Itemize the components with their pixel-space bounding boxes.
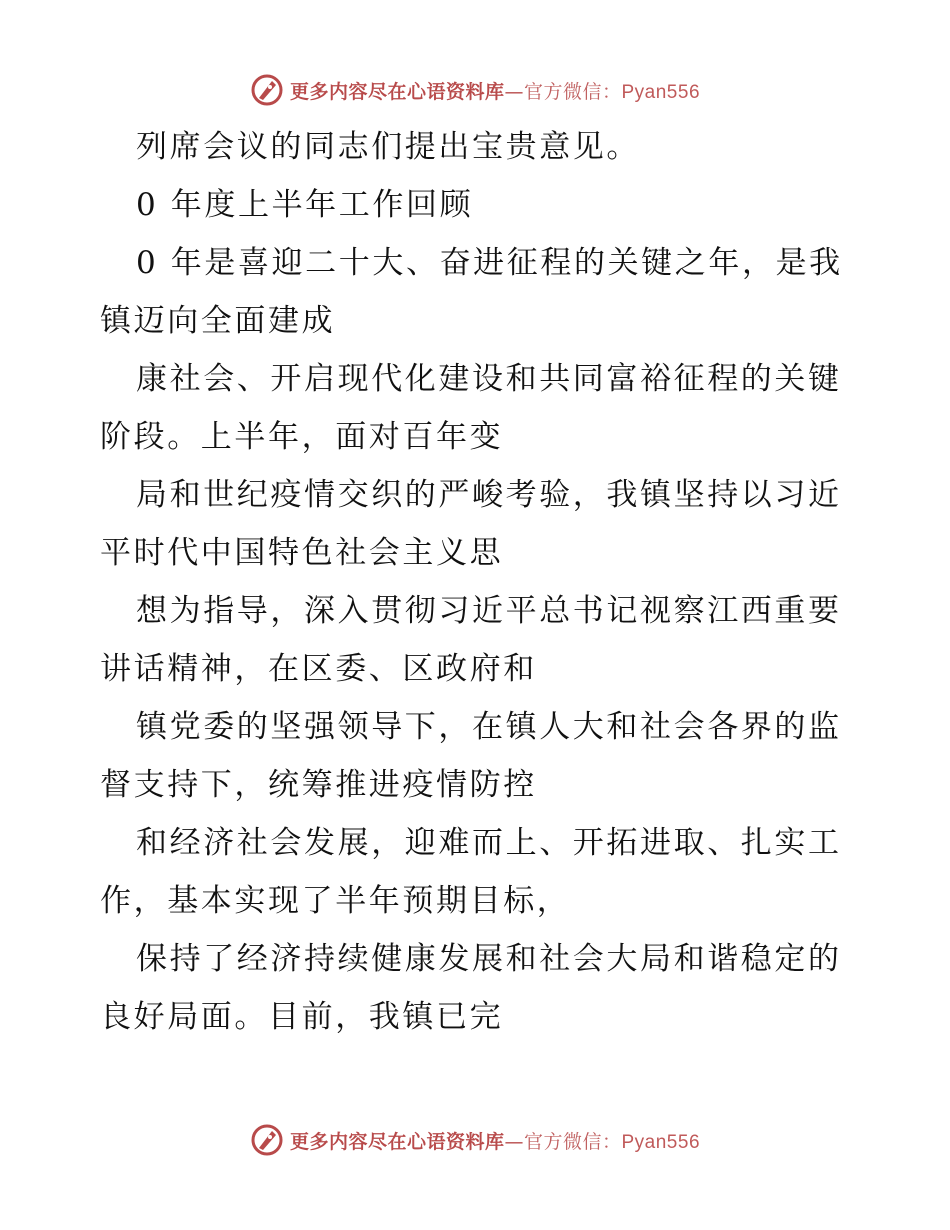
watermark-brand: 更多内容尽在心语资料库 bbox=[289, 80, 505, 103]
watermark-dash: — bbox=[504, 1130, 524, 1153]
text-line: 讲话精神，在区委、区政府和 bbox=[100, 651, 537, 687]
text-line: 0 年是喜迎二十大、奋进征程的关键之年，是我 bbox=[136, 245, 843, 281]
watermark-text bbox=[290, 77, 700, 104]
section-heading: 0 年度上半年工作回顾 bbox=[136, 187, 474, 223]
watermark-handle: Pyan556 bbox=[621, 1131, 701, 1153]
watermark-dash: — bbox=[504, 80, 524, 103]
watermark-label: 官方微信： bbox=[523, 80, 622, 103]
watermark-label: 官方微信： bbox=[523, 1130, 622, 1153]
text-line: 督支持下，统筹推进疫情防控 bbox=[100, 767, 537, 803]
text-line: 和经济社会发展，迎难而上、开拓进取、扎实工 bbox=[136, 825, 842, 861]
text-line: 列席会议的同志们提出宝贵意见。 bbox=[136, 129, 640, 165]
watermark-brand: 更多内容尽在心语资料库 bbox=[289, 1130, 505, 1153]
text-line: 保持了经济持续健康发展和社会大局和谐稳定的 bbox=[136, 941, 842, 977]
pen-nib-circle-icon bbox=[250, 1123, 284, 1157]
text-line: 作，基本实现了半年预期目标， bbox=[100, 883, 571, 919]
footer-watermark bbox=[0, 1122, 950, 1158]
document-body bbox=[100, 118, 860, 1046]
watermark-text bbox=[290, 1127, 700, 1154]
text-line: 康社会、开启现代化建设和共同富裕征程的关键 bbox=[136, 361, 842, 397]
text-line: 镇党委的坚强领导下，在镇人大和社会各界的监 bbox=[136, 709, 842, 745]
text-line: 想为指导，深入贯彻习近平总书记视察江西重要 bbox=[136, 593, 842, 629]
text-line: 局和世纪疫情交织的严峻考验，我镇坚持以习近 bbox=[136, 477, 842, 513]
text-line: 良好局面。目前，我镇已完 bbox=[100, 999, 504, 1035]
pen-nib-circle-icon bbox=[250, 73, 284, 107]
text-line: 镇迈向全面建成 bbox=[100, 303, 336, 339]
header-watermark bbox=[0, 72, 950, 108]
text-line: 阶段。上半年，面对百年变 bbox=[100, 419, 504, 455]
text-line: 平时代中国特色社会主义思 bbox=[100, 535, 504, 571]
watermark-handle: Pyan556 bbox=[621, 81, 701, 103]
